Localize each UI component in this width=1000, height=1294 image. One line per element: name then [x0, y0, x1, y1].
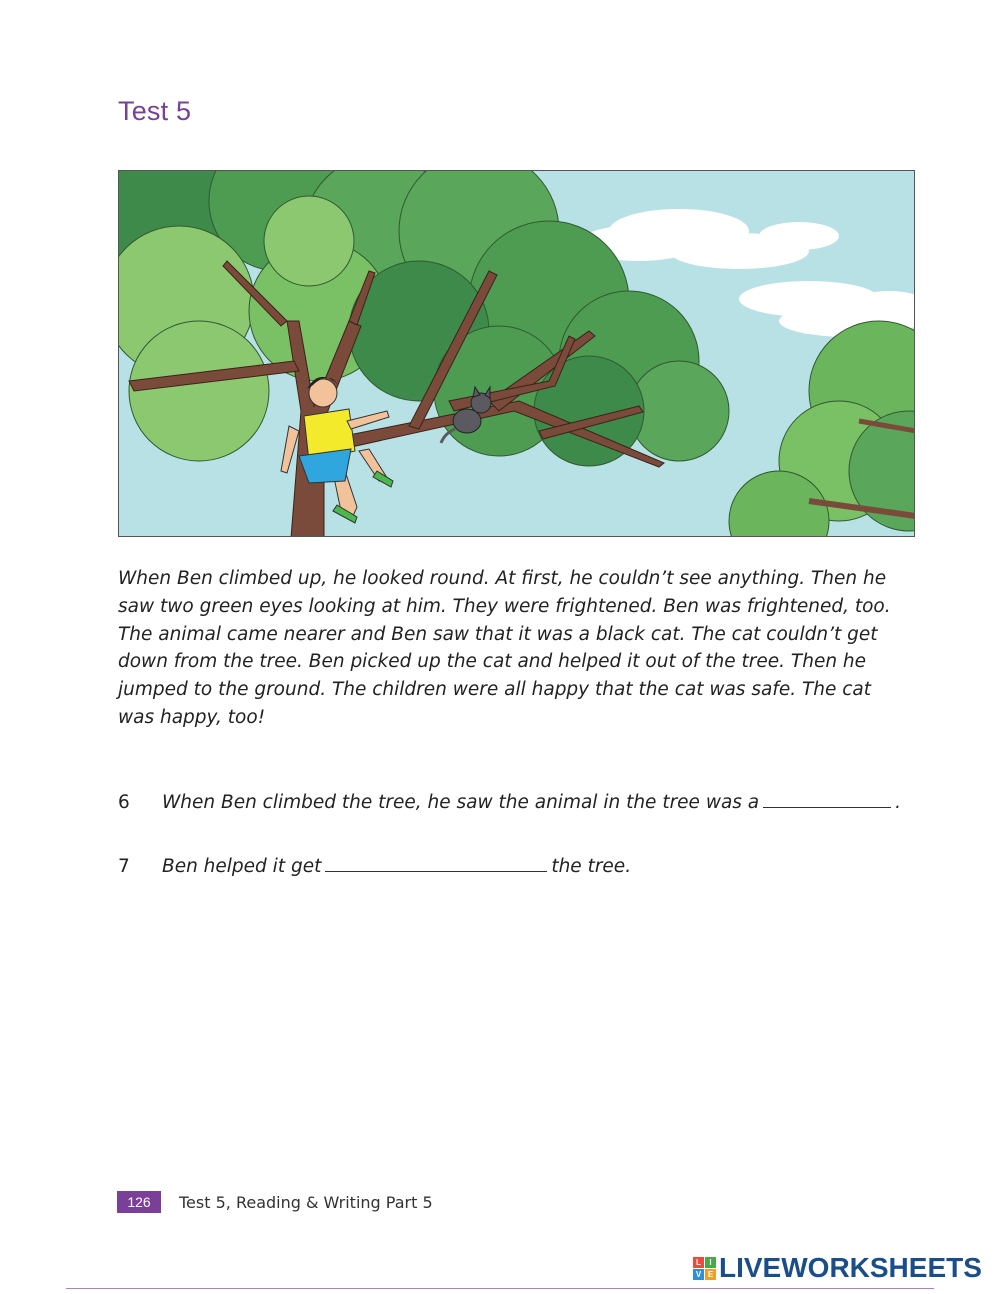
logo-text: LIVEWORKSHEETS	[719, 1252, 982, 1283]
answer-blank-7[interactable]	[325, 857, 547, 872]
question-6	[118, 792, 928, 813]
passage-line: was happy, too!	[118, 706, 266, 728]
logo-mark-icon: L I V E	[693, 1257, 716, 1280]
passage-line: down from the tree. Ben picked up the cat and helped it out of the tree. Then he	[118, 651, 867, 673]
bottom-divider	[66, 1288, 934, 1289]
question-text: When Ben climbed the tree, he saw the animal in the tree was a	[162, 792, 760, 813]
page-number-badge: 126	[117, 1191, 161, 1213]
question-number: 7	[118, 856, 130, 877]
passage-line: The animal came nearer and Ben saw that it was a black cat. The cat couldn’t get	[118, 623, 878, 645]
question-end: the tree.	[551, 856, 632, 877]
footer-caption: Test 5, Reading & Writing Part 5	[179, 1193, 433, 1212]
page-title: Test 5	[118, 96, 192, 126]
question-end: .	[895, 792, 902, 813]
answer-blank-6[interactable]	[763, 793, 891, 808]
passage-line: When Ben climbed up, he looked round. At first, he couldn’t see anything. Then he	[118, 568, 887, 589]
passage-line: jumped to the ground. The children were all happy that the cat was safe. The cat	[118, 679, 872, 701]
question-7	[118, 856, 928, 877]
liveworksheets-logo[interactable]	[693, 1253, 982, 1283]
question-text: Ben helped it get	[162, 856, 322, 877]
story-illustration	[118, 170, 915, 537]
passage-line: saw two green eyes looking at him. They were frightened. Ben was frightened, too.	[118, 595, 891, 617]
tree-boy-cat-illustration	[119, 171, 915, 537]
question-number: 6	[118, 792, 130, 813]
reading-passage	[118, 565, 918, 732]
